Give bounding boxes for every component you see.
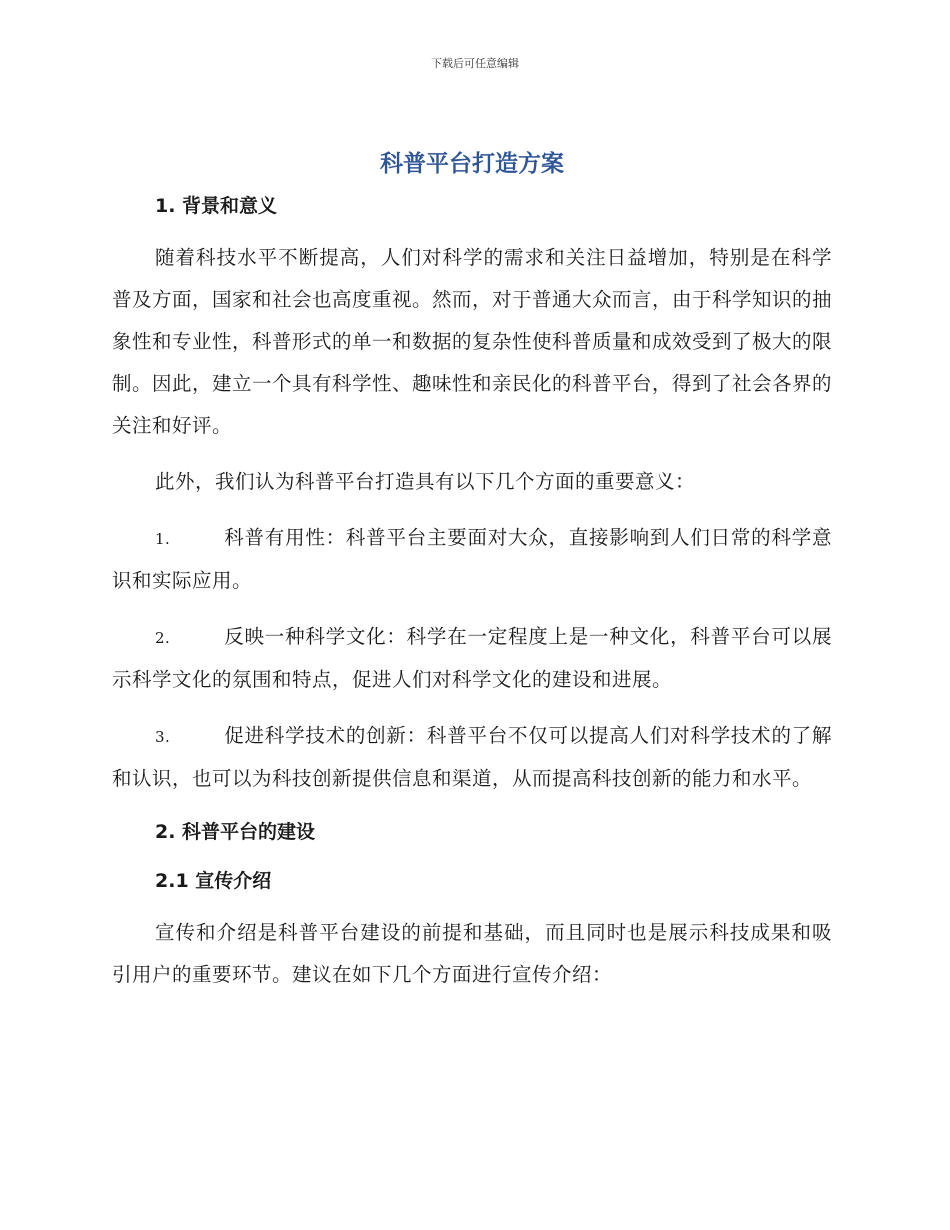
header-note: 下载后可任意编辑 xyxy=(431,57,519,70)
document-title: 科普平台打造方案 xyxy=(380,151,564,177)
list-number: 2. xyxy=(155,629,171,647)
list-item xyxy=(112,715,832,800)
list-item-text: 促进科学技术的创新：科普平台不仅可以提高人们对科学技术的了解和认识，也可以为科技创新提供信息和渠道，从而提高科技创新的能力和水平。 xyxy=(112,724,832,790)
list-number: 1. xyxy=(155,530,171,548)
paragraph-promotion: 宣传和介绍是科普平台建设的前提和基础，而且同时也是展示科技成果和吸引用户的重要环节。建议在如下几个方面进行宣传介绍： xyxy=(112,921,832,986)
subsection-heading-2-1: 2.1 宣传介绍 xyxy=(155,870,272,892)
list-item xyxy=(112,616,832,701)
list-item-text: 科普有用性：科普平台主要面对大众，直接影响到人们日常的科学意识和实际应用。 xyxy=(112,526,832,592)
paragraph-background: 随着科技水平不断提高，人们对科学的需求和关注日益增加，特别是在科学普及方面，国家和社会也高度重视。然而，对于普通大众而言，由于科学知识的抽象性和专业性，科普形式的单一和数据的复杂性使科普质量和成效受到了极大的限制。因此，建立一个具有科学性、趣味性和亲民化的科普平台，得到了社会各界的关注和好评。 xyxy=(112,246,833,437)
paragraph-significance-intro: 此外，我们认为科普平台打造具有以下几个方面的重要意义： xyxy=(155,470,696,493)
section-heading-1: 1. 背景和意义 xyxy=(155,195,278,217)
list-item xyxy=(112,517,832,602)
document-body xyxy=(112,140,832,996)
section-heading-2: 2. 科普平台的建设 xyxy=(155,821,316,843)
list-item-text: 反映一种科学文化：科学在一定程度上是一种文化，科普平台可以展示科学文化的氛围和特点，促进人们对科学文化的建设和进展。 xyxy=(112,625,832,691)
list-number: 3. xyxy=(155,728,171,746)
